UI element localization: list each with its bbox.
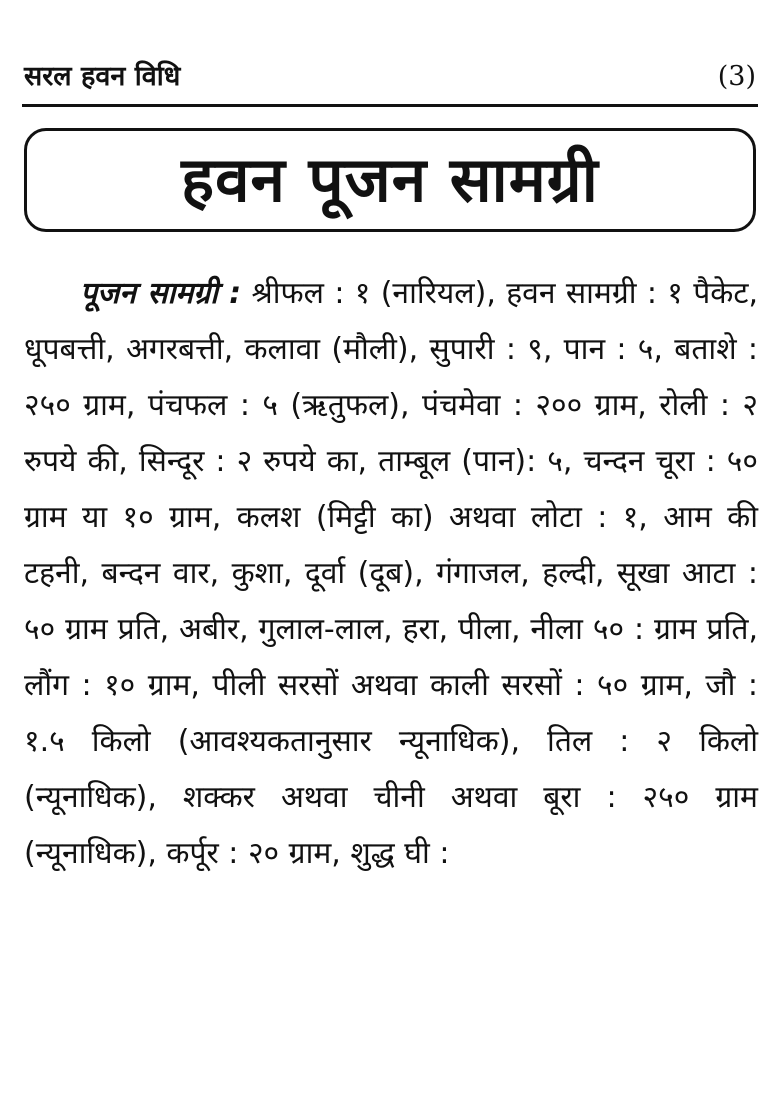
page-number: (3)	[717, 61, 756, 92]
page-header	[22, 50, 758, 107]
title-box	[24, 128, 756, 232]
body-paragraph	[24, 266, 758, 882]
lead-label: पूजन सामग्री :	[80, 276, 242, 311]
page-title: हवन पूजन सामग्री	[181, 143, 599, 216]
materials-list-text: श्रीफल : १ (नारियल), हवन सामग्री : १ पैकेट, धूपबत्ती, अगरबत्ती, कलावा (मौली), सुपारी : ९, पान : ५, बताशे : २५० ग्राम, पंचफल : ५ (ऋतुफल), पंचमेवा : २०० ग्राम, रोली : २ रुपये की, सिन्दूर : २ रुपये का, ताम्बूल (पान): ५, चन्दन चूरा : ५० ग्राम या १० ग्राम, कलश (मिट्टी का) अथवा लोटा : १, आम की टहनी, बन्दन वार, कुशा, दूर्वा (दूब), गंगाजल, हल्दी, सूखा आटा : ५० ग्राम प्रति, अबीर, गुलाल-लाल, हरा, पीला, नीला ५० : ग्राम प्रति, लौंग : १० ग्राम, पीली सरसों अथवा काली सरसों : ५० ग्राम, जौ : १.५ किलो (आवश्यकतानुसार न्यूनाधिक), तिल : २ किलो (न्यूनाधिक), शक्कर अथवा चीनी अथवा बूरा : २५० ग्राम (न्यूनाधिक), कर्पूर : २० ग्राम, शुद्ध घी :	[24, 276, 758, 871]
running-title: सरल हवन विधि	[24, 61, 181, 92]
